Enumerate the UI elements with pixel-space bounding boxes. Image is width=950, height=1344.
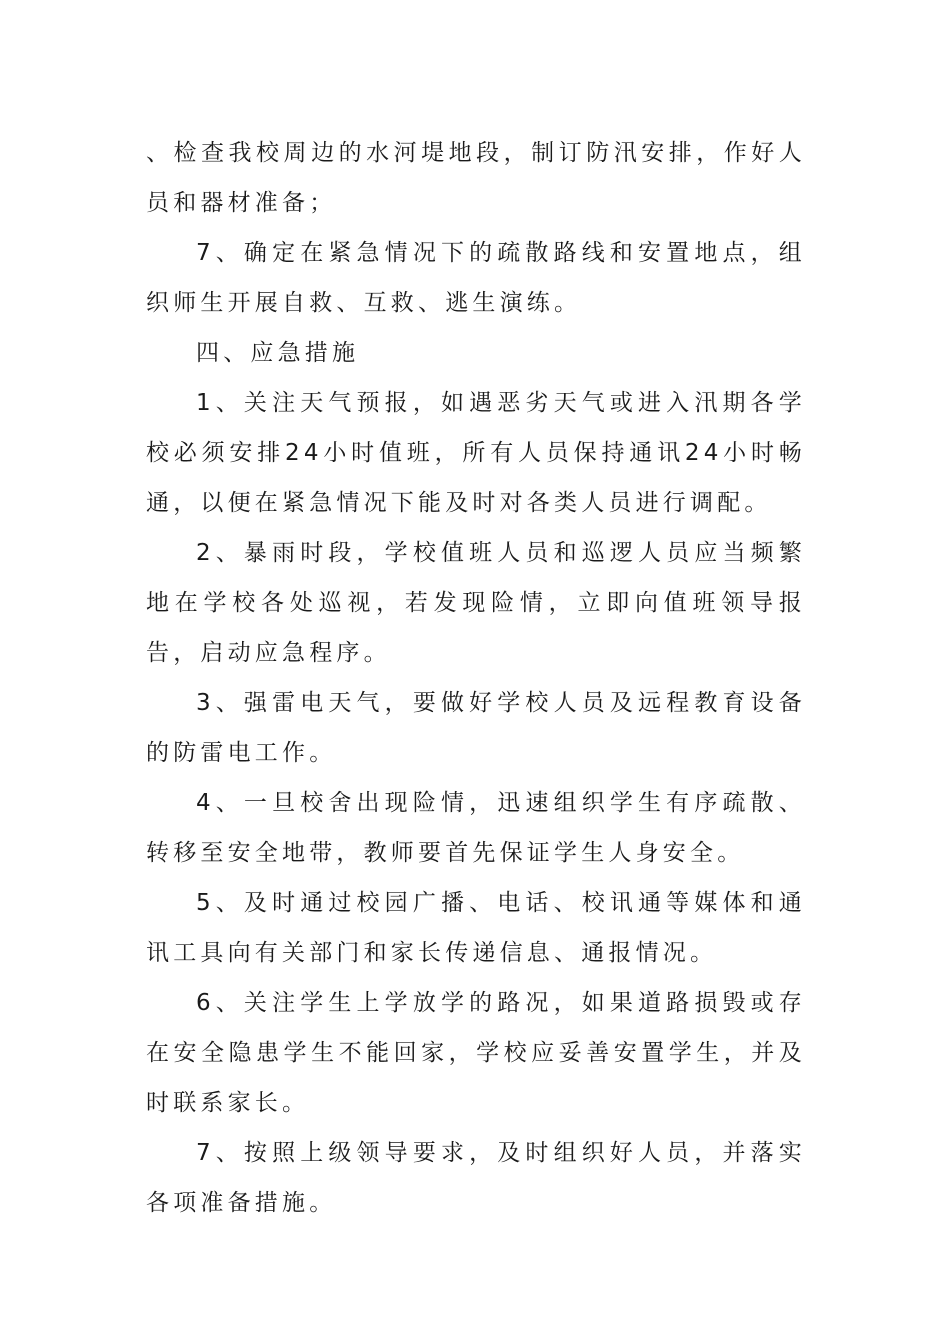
paragraph-measure-1: 1、关注天气预报，如遇恶劣天气或进入汛期各学校必须安排24小时值班，所有人员保持通讯24小时畅通，以便在紧急情况下能及时对各类人员进行调配。 (146, 390, 806, 516)
paragraph-evacuation-routes: 7、确定在紧急情况下的疏散路线和安置地点，组织师生开展自救、互救、逃生演练。 (146, 240, 806, 316)
paragraph-measure-6: 6、关注学生上学放学的路况，如果道路损毁或存在安全隐患学生不能回家，学校应妥善安置学生，并及时联系家长。 (146, 990, 806, 1116)
paragraph-measure-2: 2、暴雨时段，学校值班人员和巡逻人员应当频繁地在学校各处巡视，若发现险情，立即向值班领导报告，启动应急程序。 (146, 540, 806, 666)
paragraph-measure-5: 5、及时通过校园广播、电话、校讯通等媒体和通讯工具向有关部门和家长传递信息、通报情况。 (146, 890, 806, 966)
paragraph-measure-4: 4、一旦校舍出现险情，迅速组织学生有序疏散、转移至安全地带，教师要首先保证学生人身安全。 (146, 790, 806, 866)
section-heading-emergency-measures: 四、应急措施 (196, 340, 360, 366)
document-body (146, 128, 806, 1228)
paragraph-measure-3: 3、强雷电天气，要做好学校人员及远程教育设备的防雷电工作。 (146, 690, 806, 766)
paragraph-prep-continuation: 、检查我校周边的水河堤地段，制订防汛安排，作好人员和器材准备； (146, 140, 806, 216)
paragraph-measure-7: 7、按照上级领导要求，及时组织好人员，并落实各项准备措施。 (146, 1140, 806, 1216)
